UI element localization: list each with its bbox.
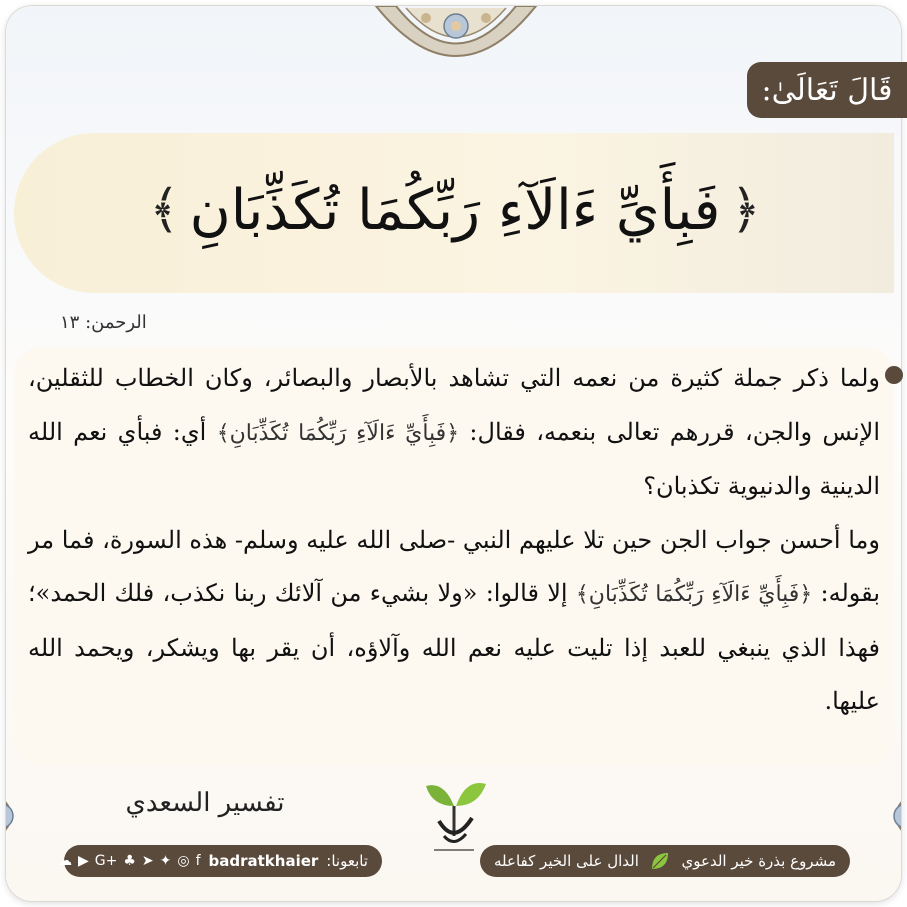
social-follow-pill[interactable] [57, 845, 382, 877]
title-badge: قَالَ تَعَالَىٰ: [747, 62, 907, 118]
p2-text-a: وما أحسن جواب الجن حين تلا عليهم النبي -صلى الله عليه وسلم- هذه السورة، فما مر بقوله: [28, 525, 880, 607]
verse-reference: الرحمن: ١٣ [60, 312, 147, 333]
leaf-logo-icon [414, 776, 494, 856]
project-slogan: الدال على الخير كفاعله [494, 852, 639, 870]
p1-text-b: أي: فبأي نعم الله الدينية والدنيوية تكذبان؟ [28, 417, 880, 500]
p2-text-b: إلا قالوا: «ولا بشيء من آلائك ربنا نكذب، فلك الحمد»؛ فهذا الذي ينبغي للعبد إذا تليت عليه نعم الله وآلاؤه، أن يقر بها ويشكر، ويحمد الله عليها. [28, 579, 880, 715]
verse-close-bracket: ﴾ [149, 180, 180, 240]
body-paragraph-1 [28, 352, 880, 514]
twitter-icon[interactable]: ✦ [159, 853, 172, 869]
p2-inline-verse: ﴿فَبِأَيِّ ءَالَآءِ رَبِّكُمَا تُكَذِّبَانِ﴾ [575, 582, 813, 607]
telegram-icon[interactable]: ➤ [141, 853, 154, 869]
verse-main [40, 155, 870, 265]
body-paragraph-2 [28, 514, 880, 729]
bullet-marker [885, 366, 903, 384]
verse-open-bracket: ﴿ [730, 180, 761, 240]
top-ornament-icon [366, 6, 546, 76]
project-name: مشروع بذرة خير الدعوي [681, 852, 836, 870]
leaf-icon [650, 851, 670, 871]
verse-text: فَبِأَيِّ ءَالَآءِ رَبِّكُمَا تُكَذِّبَانِ [189, 177, 721, 243]
social-icons [58, 853, 201, 869]
soundcloud-icon[interactable]: ☁ [57, 853, 72, 869]
p1-inline-verse: ﴿فَبِأَيِّ ءَالَآءِ رَبِّكُمَا تُكَذِّبَانِ﴾ [216, 420, 460, 446]
social-handle[interactable]: badratkhaier [208, 852, 319, 870]
instagram-icon[interactable]: ◎ [177, 853, 190, 869]
tafsir-body [28, 352, 880, 729]
project-pill [480, 845, 850, 877]
youtube-icon[interactable]: ▶ [77, 853, 89, 869]
google-plus-icon[interactable]: G+ [94, 853, 118, 869]
facebook-icon[interactable]: f [195, 853, 201, 869]
source-attribution: تفسير السعدي [125, 788, 285, 818]
follow-label: تابعونا: [326, 852, 368, 870]
snapchat-icon[interactable]: ♣ [123, 853, 136, 869]
p1-text-a: ولما ذكر جملة كثيرة من نعمه التي تشاهد بالأبصار والبصائر، وكان الخطاب للثقلين، الإنس والجن، قررهم تعالى بنعمه، فقال: [28, 364, 881, 446]
